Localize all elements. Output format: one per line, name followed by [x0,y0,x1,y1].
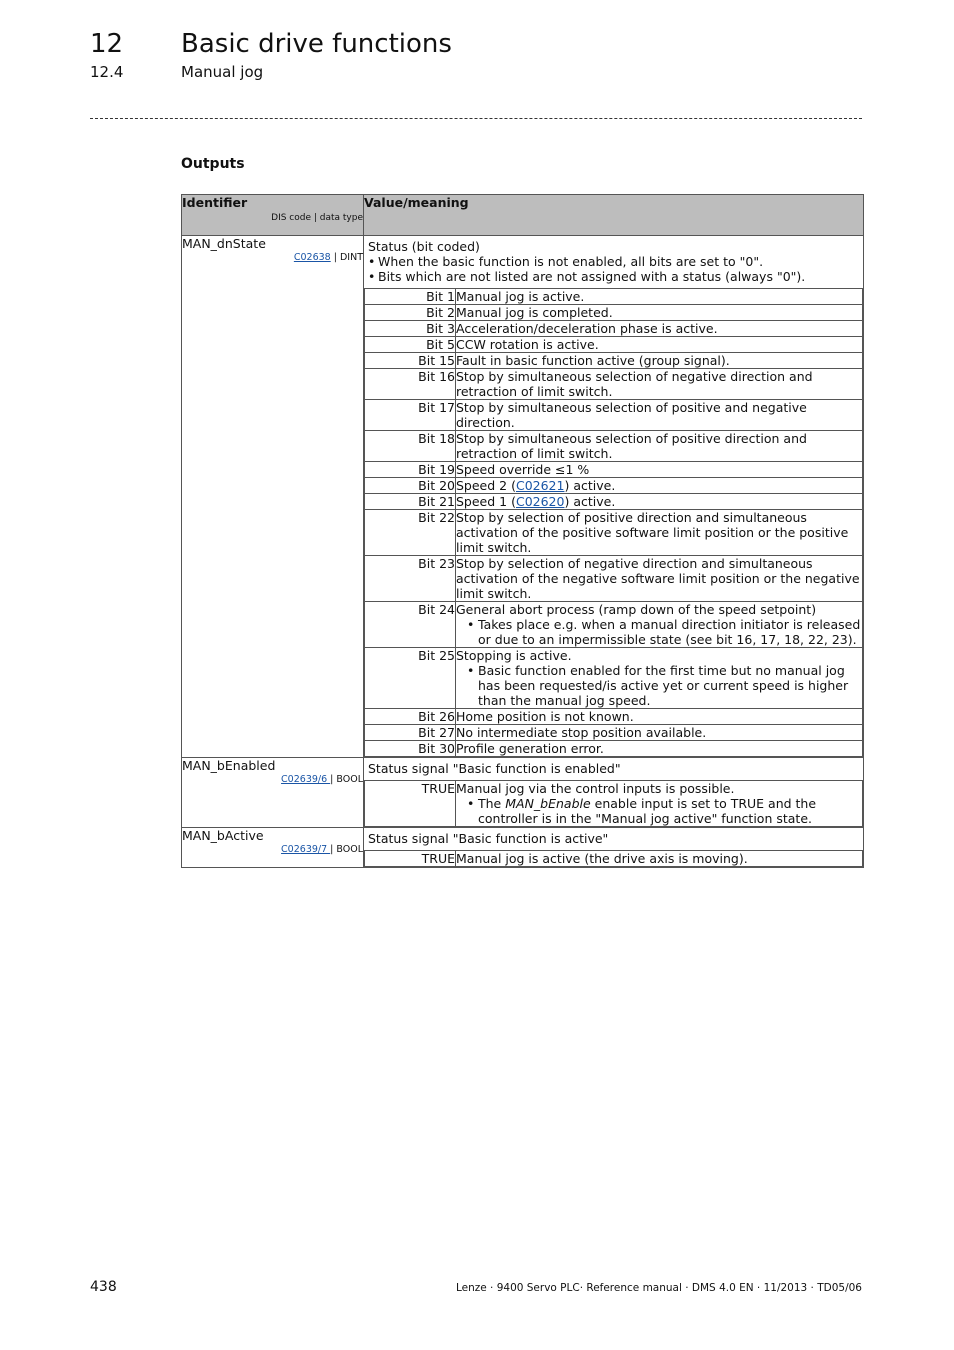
value-row [365,781,863,827]
table-row [182,236,864,758]
bit-meaning: Stop by simultaneous selection of negative direction and retraction of limit switch. [456,369,863,400]
bit-meaning [456,478,863,494]
value-cell [364,758,864,828]
bit-label: Bit 20 [365,478,456,494]
bit-row [365,462,863,478]
bit-meaning-text: Stopping is active. [456,648,572,663]
header-divider [90,118,862,119]
bit-row [365,400,863,431]
bit-label: Bit 19 [365,462,456,478]
section-number: 12.4 [90,63,124,81]
dis-code-link[interactable]: C02638 [293,252,331,263]
identifier-header-label: Identifier [182,195,248,210]
bit-row [365,709,863,725]
bit-table [364,288,863,757]
bit-label: Bit 26 [365,709,456,725]
code-link[interactable]: C02620 [515,494,565,509]
dis-code-link[interactable]: C02639/7 [281,844,331,855]
bit-meaning: Stop by selection of positive direction and simultaneous activation of the positive software limit position or the positive limit switch. [456,510,863,556]
bit-meaning-prefix: Speed 1 ( [456,494,516,509]
list-item-suffix: enable input is set to TRUE and the controller is in the "Manual jog active" function state. [478,796,817,826]
list-item [456,796,862,826]
bit-label: Bit 24 [365,602,456,648]
bit-label: Bit 25 [365,648,456,709]
table-header-row [182,195,864,236]
list-item: • Takes place e.g. when a manual direction initiator is released or due to an impermissible state (see bit 16, 17, 18, 22, 23). [456,617,862,647]
bit-label: Bit 15 [365,353,456,369]
bit-label: Bit 22 [365,510,456,556]
bit-row [365,725,863,741]
value-description [364,236,863,288]
bit-row [365,369,863,400]
value-intro: Status signal "Basic function is active" [368,831,609,846]
identifier-reference [182,844,363,856]
bit-meaning: Speed override ≤1 % [456,462,863,478]
bit-meaning: Acceleration/deceleration phase is active. [456,321,863,337]
value-label: TRUE [365,851,456,867]
dis-code-link[interactable]: C02639/6 [281,774,331,785]
chapter-title: Basic drive functions [181,29,452,59]
bit-label: Bit 3 [365,321,456,337]
bit-row [365,321,863,337]
bit-row [365,289,863,305]
value-description [364,758,863,780]
bit-row [365,337,863,353]
value-meaning-text: Manual jog via the control inputs is possible. [456,781,735,796]
bit-row [365,648,863,709]
list-item-prefix: The [478,796,506,811]
bit-label: Bit 30 [365,741,456,757]
value-intro: Status signal "Basic function is enabled" [368,761,621,776]
value-description [364,828,863,850]
code-link[interactable]: C02621 [515,478,565,493]
bit-label: Bit 27 [365,725,456,741]
identifier-reference [182,252,363,264]
bit-meaning: Manual jog is completed. [456,305,863,321]
bit-label: Bit 2 [365,305,456,321]
input-name: MAN_bEnable [505,796,591,811]
bit-meaning: Stop by simultaneous selection of positive direction and retraction of limit switch. [456,431,863,462]
page-number: 438 [90,1279,117,1295]
identifier-header-sublabel: DIS code | data type [271,213,363,223]
identifier-name: MAN_bActive [182,828,264,843]
bit-meaning-text: General abort process (ramp down of the speed setpoint) [456,602,817,617]
bit-meaning: Home position is not known. [456,709,863,725]
section-title: Manual jog [181,63,264,81]
bit-meaning-prefix: Speed 2 ( [456,478,516,493]
bit-meaning-suffix: ) active. [564,478,616,493]
bit-meaning [456,648,863,709]
bit-row [365,431,863,462]
value-label: TRUE [365,781,456,827]
bit-row [365,305,863,321]
bit-meaning [456,602,863,648]
identifier-cell [182,236,364,758]
identifier-name: MAN_bEnabled [182,758,276,773]
bit-meaning: No intermediate stop position available. [456,725,863,741]
data-type: | DINT [333,252,363,263]
bit-label: Bit 1 [365,289,456,305]
bit-meaning: Manual jog is active. [456,289,863,305]
table-row [182,758,864,828]
value-meaning [456,781,863,827]
chapter-number: 12 [90,29,124,59]
bit-row [365,556,863,602]
bit-row [365,478,863,494]
identifier-column-header [182,195,364,236]
bit-label: Bit 18 [365,431,456,462]
identifier-reference [182,774,363,786]
bit-row [365,741,863,757]
value-row [365,851,863,867]
footer-doc-info: Lenze · 9400 Servo PLC· Reference manual · DMS 4.0 EN · 11/2013 · TD05/06 [455,1282,862,1294]
outputs-heading: Outputs [181,156,245,172]
bit-label: Bit 17 [365,400,456,431]
bit-row [365,353,863,369]
value-table [364,850,863,867]
bit-meaning [456,494,863,510]
value-intro: Status (bit coded) [368,239,480,254]
bit-label: Bit 16 [365,369,456,400]
bit-row [365,510,863,556]
bit-label: Bit 21 [365,494,456,510]
identifier-cell [182,758,364,828]
bit-meaning: Stop by selection of negative direction and simultaneous activation of the negative software limit position or the negative limit switch. [456,556,863,602]
identifier-cell [182,828,364,868]
value-column-header: Value/meaning [364,195,864,236]
bit-meaning-suffix: ) active. [564,494,616,509]
bit-meaning: Fault in basic function active (group signal). [456,353,863,369]
bit-meaning: Profile generation error. [456,741,863,757]
bit-row [365,494,863,510]
list-item: • When the basic function is not enabled, all bits are set to "0". [368,254,859,269]
identifier-name: MAN_dnState [182,236,266,251]
bit-label: Bit 23 [365,556,456,602]
bit-meaning: Stop by simultaneous selection of positive and negative direction. [456,400,863,431]
bit-meaning: CCW rotation is active. [456,337,863,353]
value-cell [364,236,864,758]
data-type: | BOOL [330,774,363,785]
list-item: • Bits which are not listed are not assigned with a status (always "0"). [368,269,859,284]
table-row [182,828,864,868]
value-table [364,780,863,827]
bit-label: Bit 5 [365,337,456,353]
data-type: | BOOL [330,844,363,855]
value-cell [364,828,864,868]
outputs-table [181,194,864,868]
bit-row [365,602,863,648]
value-meaning: Manual jog is active (the drive axis is moving). [456,851,863,867]
list-item: • Basic function enabled for the first time but no manual jog has been requested/is active yet or current speed is higher than the manual jog speed. [456,663,862,708]
